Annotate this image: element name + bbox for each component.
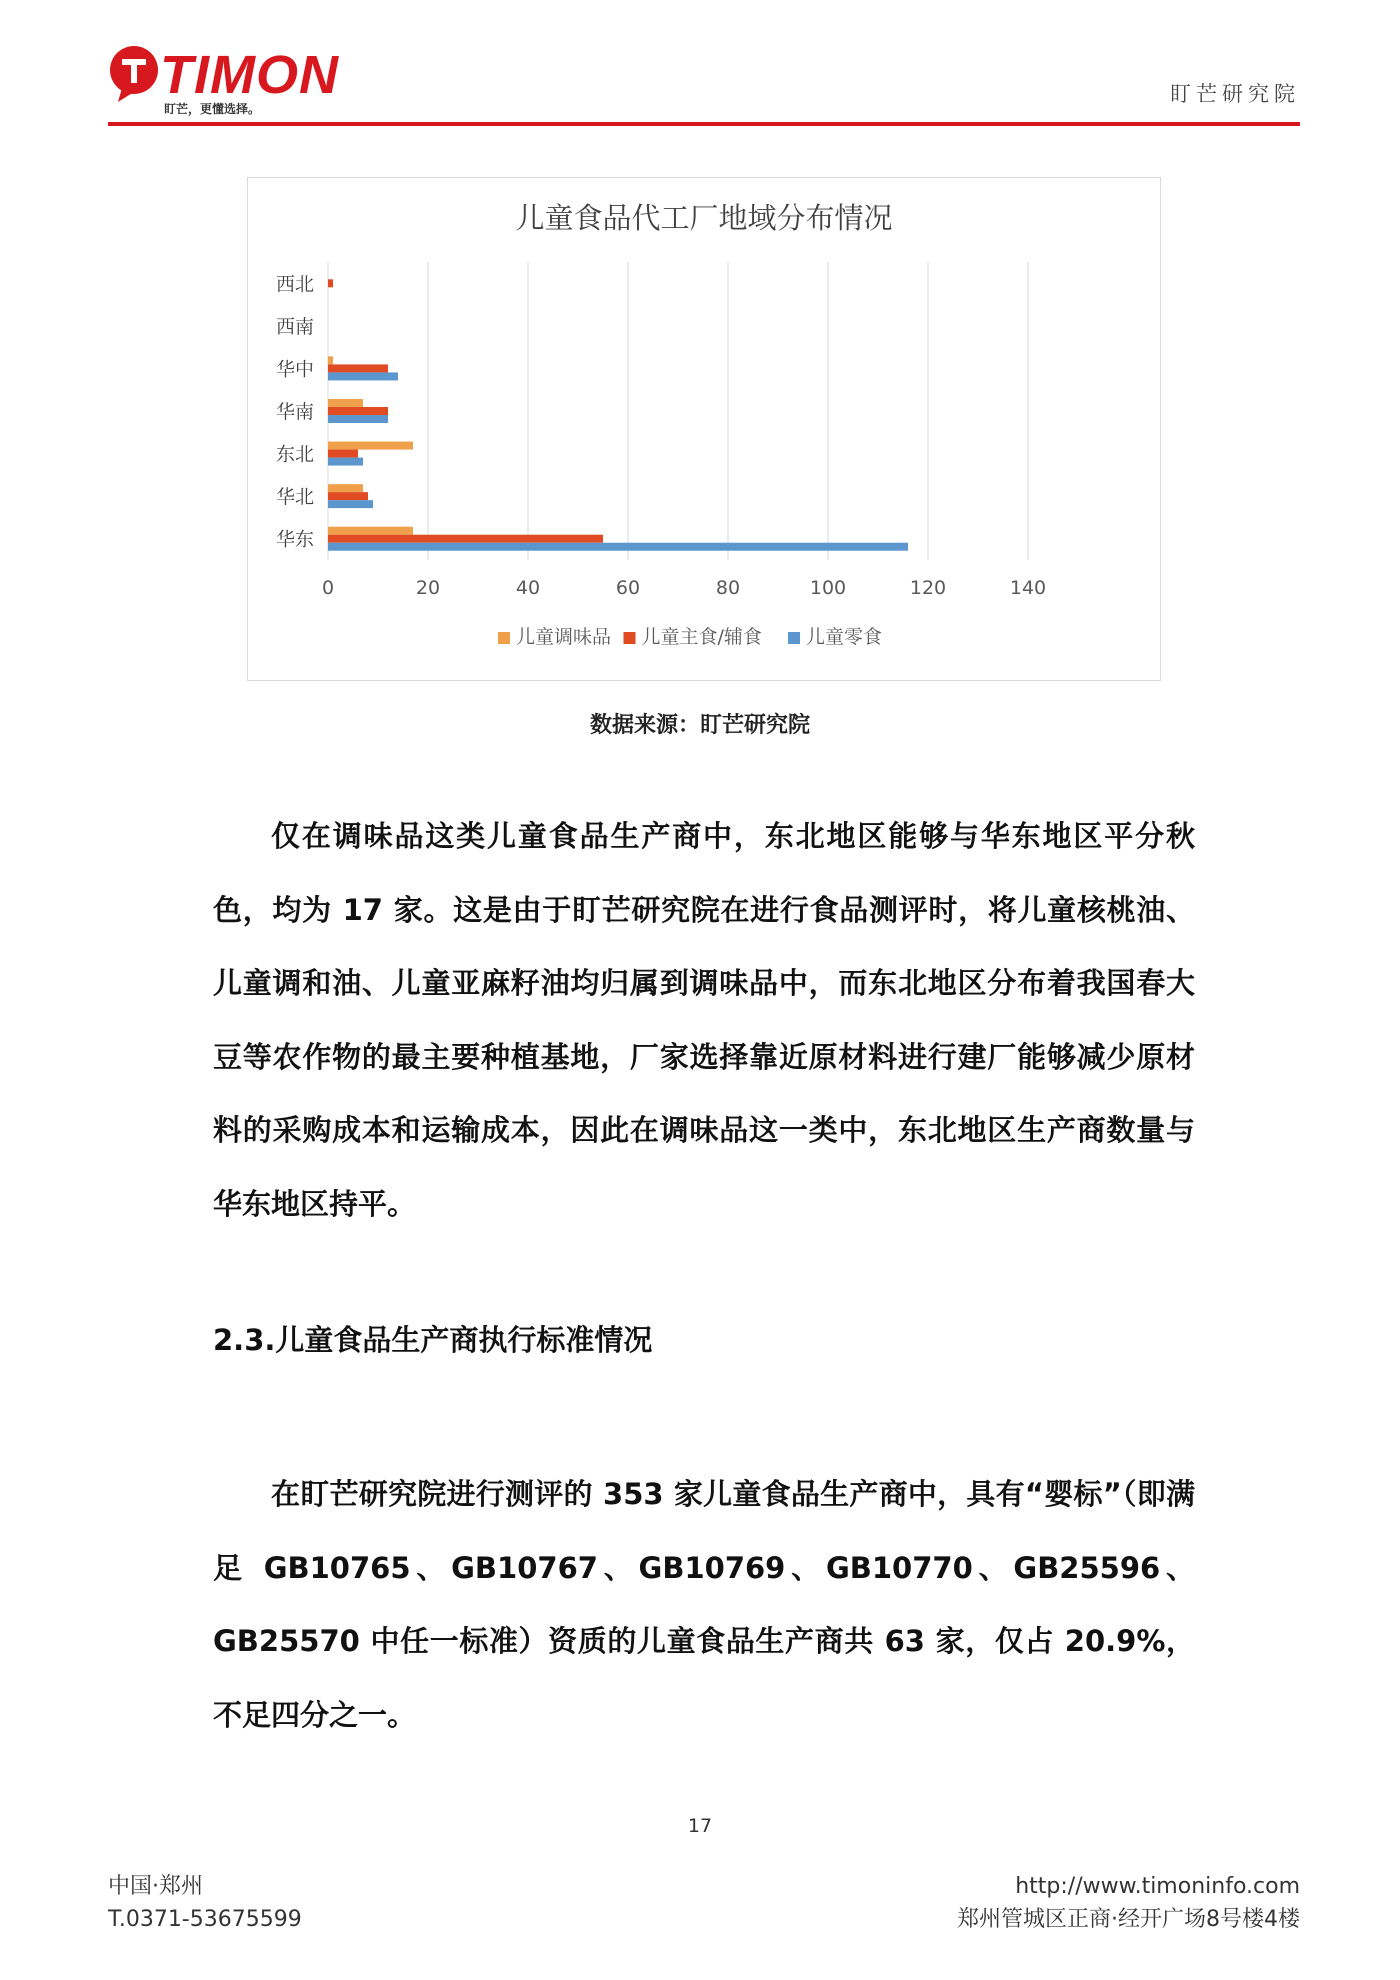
footer-phone: T.0371-53675599 xyxy=(108,1907,302,1932)
body-paragraph-2: 在盯芒研究院进行测评的 353 家儿童食品生产商中，具有“婴标”（即满足 GB10765、GB10767、GB10769、GB10770、GB25596、GB25570 中任一标准）资质的儿童食品生产商共 63 家，仅占 20.9%，不足四分之一。 xyxy=(213,1477,1195,1732)
y-category-label: 东北 xyxy=(275,443,314,466)
section-heading: 2.3.儿童食品生产商执行标准情况 xyxy=(213,1323,653,1357)
y-category-label: 华南 xyxy=(275,401,314,423)
logo-slogan: 盯芒，更懂选择。 xyxy=(164,102,261,116)
bar xyxy=(328,364,388,372)
footer-city: 中国·郑州 xyxy=(108,1874,203,1899)
chart-caption: 数据来源：盯芒研究院 xyxy=(589,713,810,738)
x-tick-label: 140 xyxy=(1009,577,1047,599)
footer-contact xyxy=(108,1870,302,1936)
legend-label: 儿童调味品 xyxy=(516,626,612,648)
y-category-label: 华北 xyxy=(275,486,314,509)
bar xyxy=(328,458,363,466)
body-paragraph-1: 仅在调味品这类儿童食品生产商中，东北地区能够与华东地区平分秋色，均为 17 家。这是由于盯芒研究院在进行食品测评时，将儿童核桃油、儿童调和油、儿童亚麻籽油均归属到调味品中，而东北地区分布着我国春大豆等农作物的最主要种植基地，厂家选择靠近原材料进行建厂能够减少原材料的采购成本和运输成本，因此在调味品这一类中，东北地区生产商数量与华东地区持平。 xyxy=(213,819,1195,1221)
legend-swatch xyxy=(498,632,510,644)
bar xyxy=(328,492,368,500)
legend-swatch xyxy=(788,632,800,644)
bar xyxy=(328,407,388,415)
header-divider xyxy=(108,122,1300,126)
y-category-label: 华中 xyxy=(275,358,314,381)
logo-bubble-icon xyxy=(108,44,164,104)
page-number: 17 xyxy=(687,1815,713,1837)
bar xyxy=(328,356,333,364)
x-tick-label: 100 xyxy=(809,577,847,599)
page-header xyxy=(0,0,1400,130)
y-category-label: 华东 xyxy=(275,528,314,551)
x-tick-label: 120 xyxy=(909,577,947,599)
bar xyxy=(328,442,413,450)
x-tick-label: 60 xyxy=(615,577,641,599)
footer-website[interactable]: http://www.timoninfo.com xyxy=(1015,1874,1300,1899)
bar xyxy=(328,450,358,458)
legend-label: 儿童零食 xyxy=(806,626,883,648)
chart-canvas xyxy=(248,178,1160,680)
bar xyxy=(328,527,413,535)
bar xyxy=(328,399,363,407)
y-category-label: 西北 xyxy=(275,273,314,296)
bar xyxy=(328,500,373,508)
legend-label: 儿童主食/辅食 xyxy=(641,626,762,648)
x-tick-label: 80 xyxy=(715,577,741,599)
footer-address-block xyxy=(957,1870,1300,1936)
bar xyxy=(328,372,398,380)
x-tick-label: 20 xyxy=(415,577,441,599)
y-category-label: 西南 xyxy=(275,315,314,338)
timon-logo xyxy=(108,44,339,116)
bar xyxy=(328,415,388,423)
footer-address: 郑州管城区正商·经开广场8号楼4楼 xyxy=(957,1907,1300,1932)
bar-chart xyxy=(247,177,1161,681)
chart-title: 儿童食品代工厂地域分布情况 xyxy=(515,201,893,235)
bar xyxy=(328,484,363,492)
x-tick-label: 40 xyxy=(515,577,541,599)
bar xyxy=(328,535,603,543)
legend-swatch xyxy=(624,632,636,644)
bar xyxy=(328,543,908,551)
logo-wordmark: TIMON xyxy=(160,45,339,105)
x-tick-label: 0 xyxy=(321,577,335,599)
header-org-name: 盯芒研究院 xyxy=(1170,82,1300,106)
bar xyxy=(328,279,333,287)
